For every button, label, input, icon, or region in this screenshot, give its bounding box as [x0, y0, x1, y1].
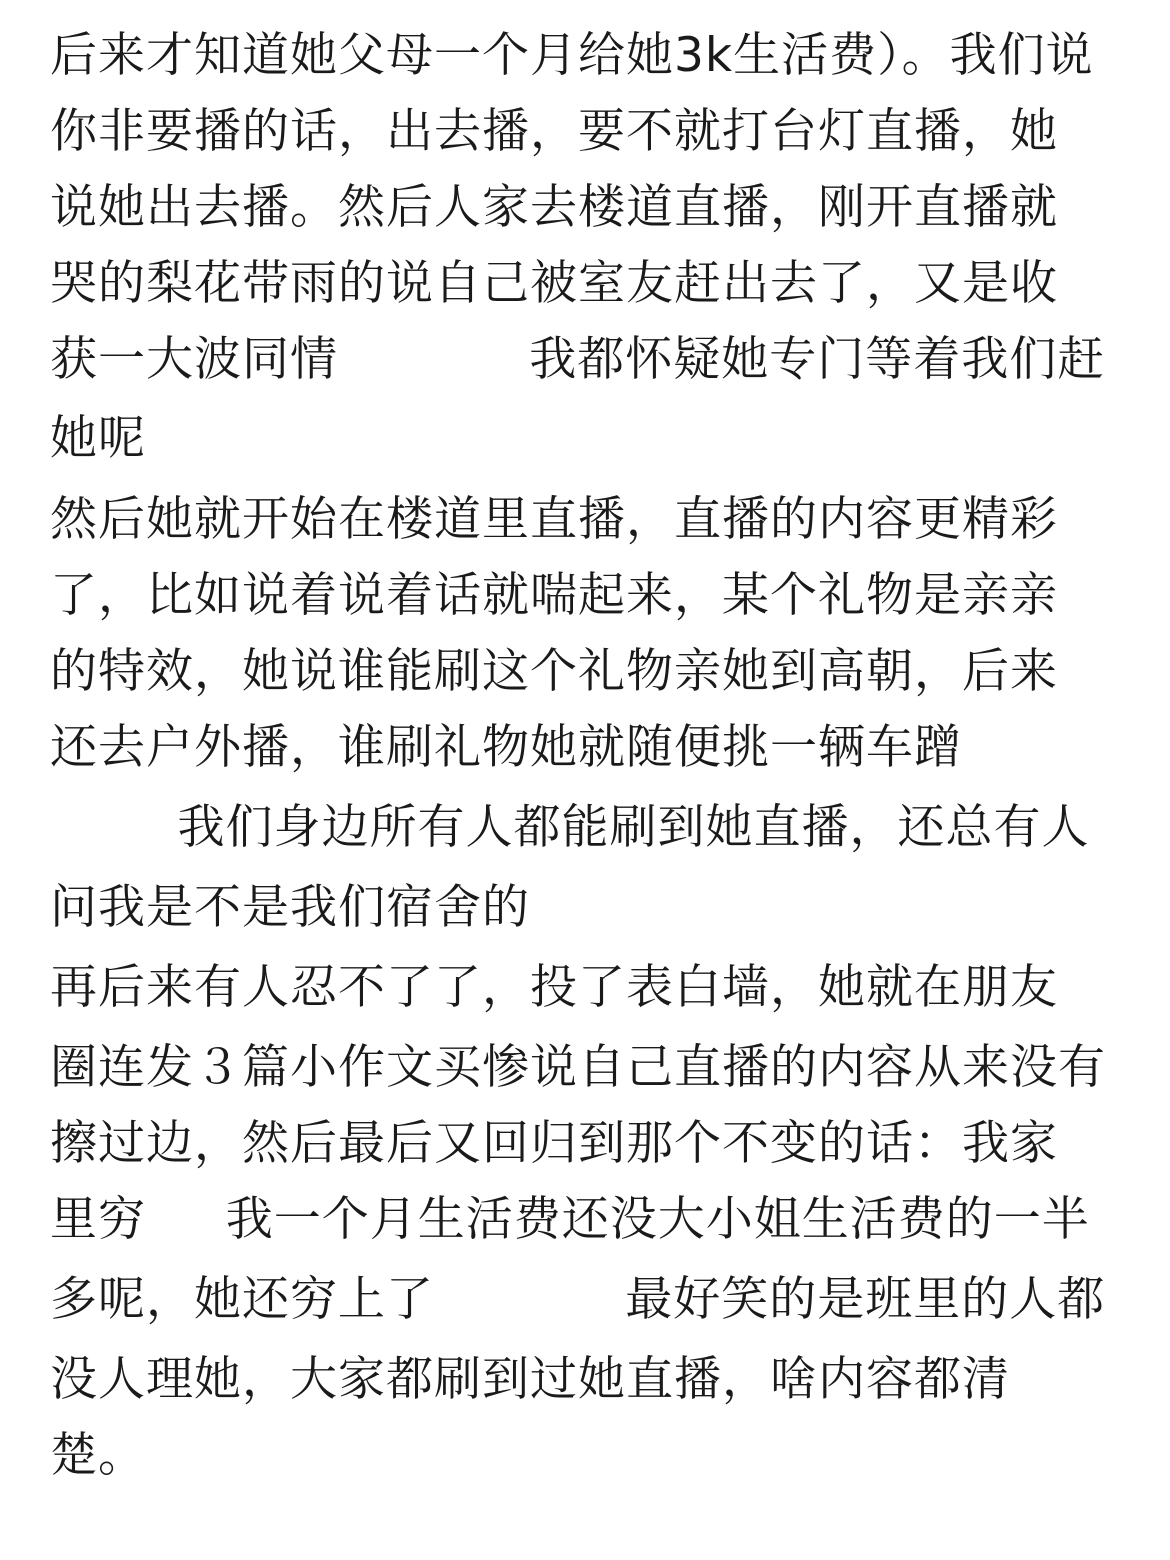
text-line: 还去户外播，谁刷礼物她就随便挑一辆车蹭	[50, 720, 962, 775]
text-line: 了，比如说着说着话就喘起来，某个礼物是亲亲	[50, 568, 1058, 623]
text-line: 她呢	[50, 411, 146, 466]
text-line: 擦过边，然后最后又回归到那个不变的话：我家	[50, 1116, 1058, 1171]
text-line: 多呢，她还穷上了 最好笑的是班里的人都	[50, 1272, 1106, 1327]
text-line: 的特效，她说谁能刷这个礼物亲她到高朝，后来	[50, 644, 1058, 699]
text-line: 你非要播的话，出去播，要不就打台灯直播，她	[50, 104, 1058, 159]
text-line: 楚。	[50, 1428, 146, 1483]
text-line: 获一大波同情 我都怀疑她专门等着我们赶	[50, 332, 1106, 387]
text-line: 没人理她，大家都刷到过她直播，啥内容都清	[50, 1352, 1010, 1407]
text-line: 我们身边所有人都能刷到她直播，还总有人	[50, 800, 1090, 855]
text-line: 然后她就开始在楼道里直播，直播的内容更精彩	[50, 492, 1058, 547]
text-line: 里穷 我一个月生活费还没大小姐生活费的一半	[50, 1192, 1090, 1247]
text-line: 说她出去播。然后人家去楼道直播，刚开直播就	[50, 180, 1058, 235]
text-line: 后来才知道她父母一个月给她3k生活费）。我们说	[50, 28, 1094, 83]
text-line: 哭的梨花带雨的说自己被室友赶出去了，又是收	[50, 256, 1058, 311]
text-line: 问我是不是我们宿舍的	[50, 880, 530, 935]
text-line: 再后来有人忍不了了，投了表白墙，她就在朋友	[50, 960, 1058, 1015]
text-line: 圈连发３篇小作文买惨说自己直播的内容从来没有	[50, 1040, 1106, 1095]
